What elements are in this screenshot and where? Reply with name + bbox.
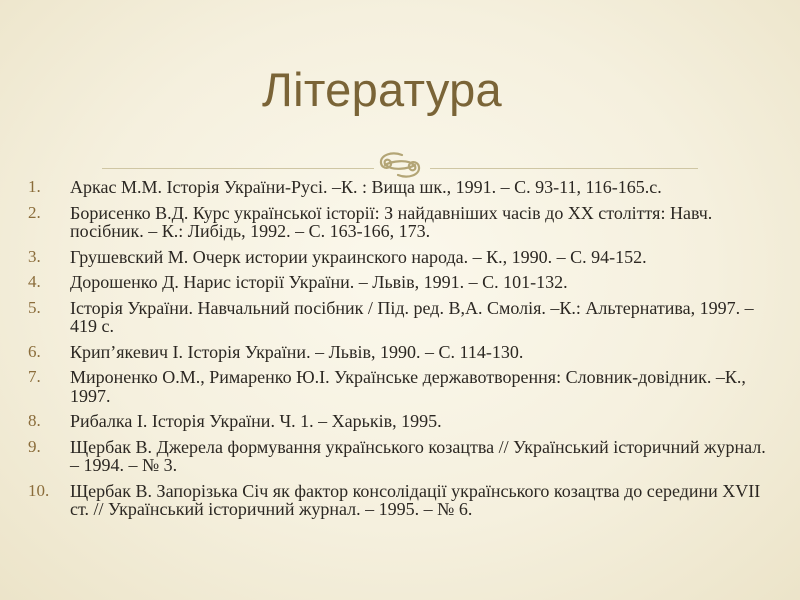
list-item-text: Грушевский М. Очерк истории украинского народа. – К., 1990. – С. 94-152. <box>70 246 647 267</box>
list-item <box>0 482 790 519</box>
list-item <box>0 273 790 292</box>
list-item-number: 8. <box>28 411 41 430</box>
list-item-text: Мироненко О.М., Римаренко Ю.І. Українське державотворення: Словник-довідник. –К., 1997. <box>70 367 746 406</box>
list-item-number: 1. <box>28 177 41 196</box>
list-item-text: Історія України. Навчальний посібник / Під. ред. В,А. Смолія. –К.: Альтернатива, 1997. – 419 с. <box>70 297 754 336</box>
divider-line-right <box>430 168 698 169</box>
list-item <box>0 204 790 241</box>
title-divider <box>102 163 698 175</box>
list-item <box>0 299 790 336</box>
list-item-text: Щербак В. Запорізька Січ як фактор консолідації українського козацтва до середини XVII ст. // Український історичний журнал. – 1995. – № 6. <box>70 480 761 519</box>
list-item <box>0 178 790 197</box>
list-item <box>0 368 790 405</box>
list-item-text: Борисенко В.Д. Курс української історії: З найдавніших часів до ХХ століття: Навч. посібник. – К.: Либідь, 1992. – С. 163-166, 173. <box>70 202 713 241</box>
list-item-number: 4. <box>28 272 41 291</box>
list-item <box>0 438 790 475</box>
list-item-number: 5. <box>28 297 41 317</box>
list-item-number: 2. <box>28 202 41 222</box>
list-item-number: 9. <box>28 436 41 456</box>
list-item-number: 7. <box>28 367 41 386</box>
divider-line-left <box>102 168 374 169</box>
list-item-text: Щербак В. Джерела формування українського козацтва // Український історичний журнал. – 1994. – № 3. <box>70 436 766 475</box>
list-item <box>0 412 790 431</box>
list-item-text: Крип’якевич І. Історія України. – Львів, 1990. – С. 114-130. <box>70 341 524 362</box>
list-item-number: 10. <box>28 480 50 500</box>
list-item-number: 6. <box>28 341 41 361</box>
list-item-text: Дорошенко Д. Нарис історії України. – Львів, 1991. – С. 101-132. <box>70 272 568 292</box>
slide-title: Література <box>262 63 502 116</box>
list-item-text: Рибалка І. Історія України. Ч. 1. – Харьків, 1995. <box>70 411 442 431</box>
list-item-number: 3. <box>28 246 41 266</box>
list-item <box>0 248 790 267</box>
reference-list <box>0 178 790 526</box>
list-item <box>0 343 790 362</box>
list-item-text: Аркас М.М. Історія України-Русі. –К. : Вища шк., 1991. – С. 93-11, 116-165.с. <box>70 177 662 197</box>
